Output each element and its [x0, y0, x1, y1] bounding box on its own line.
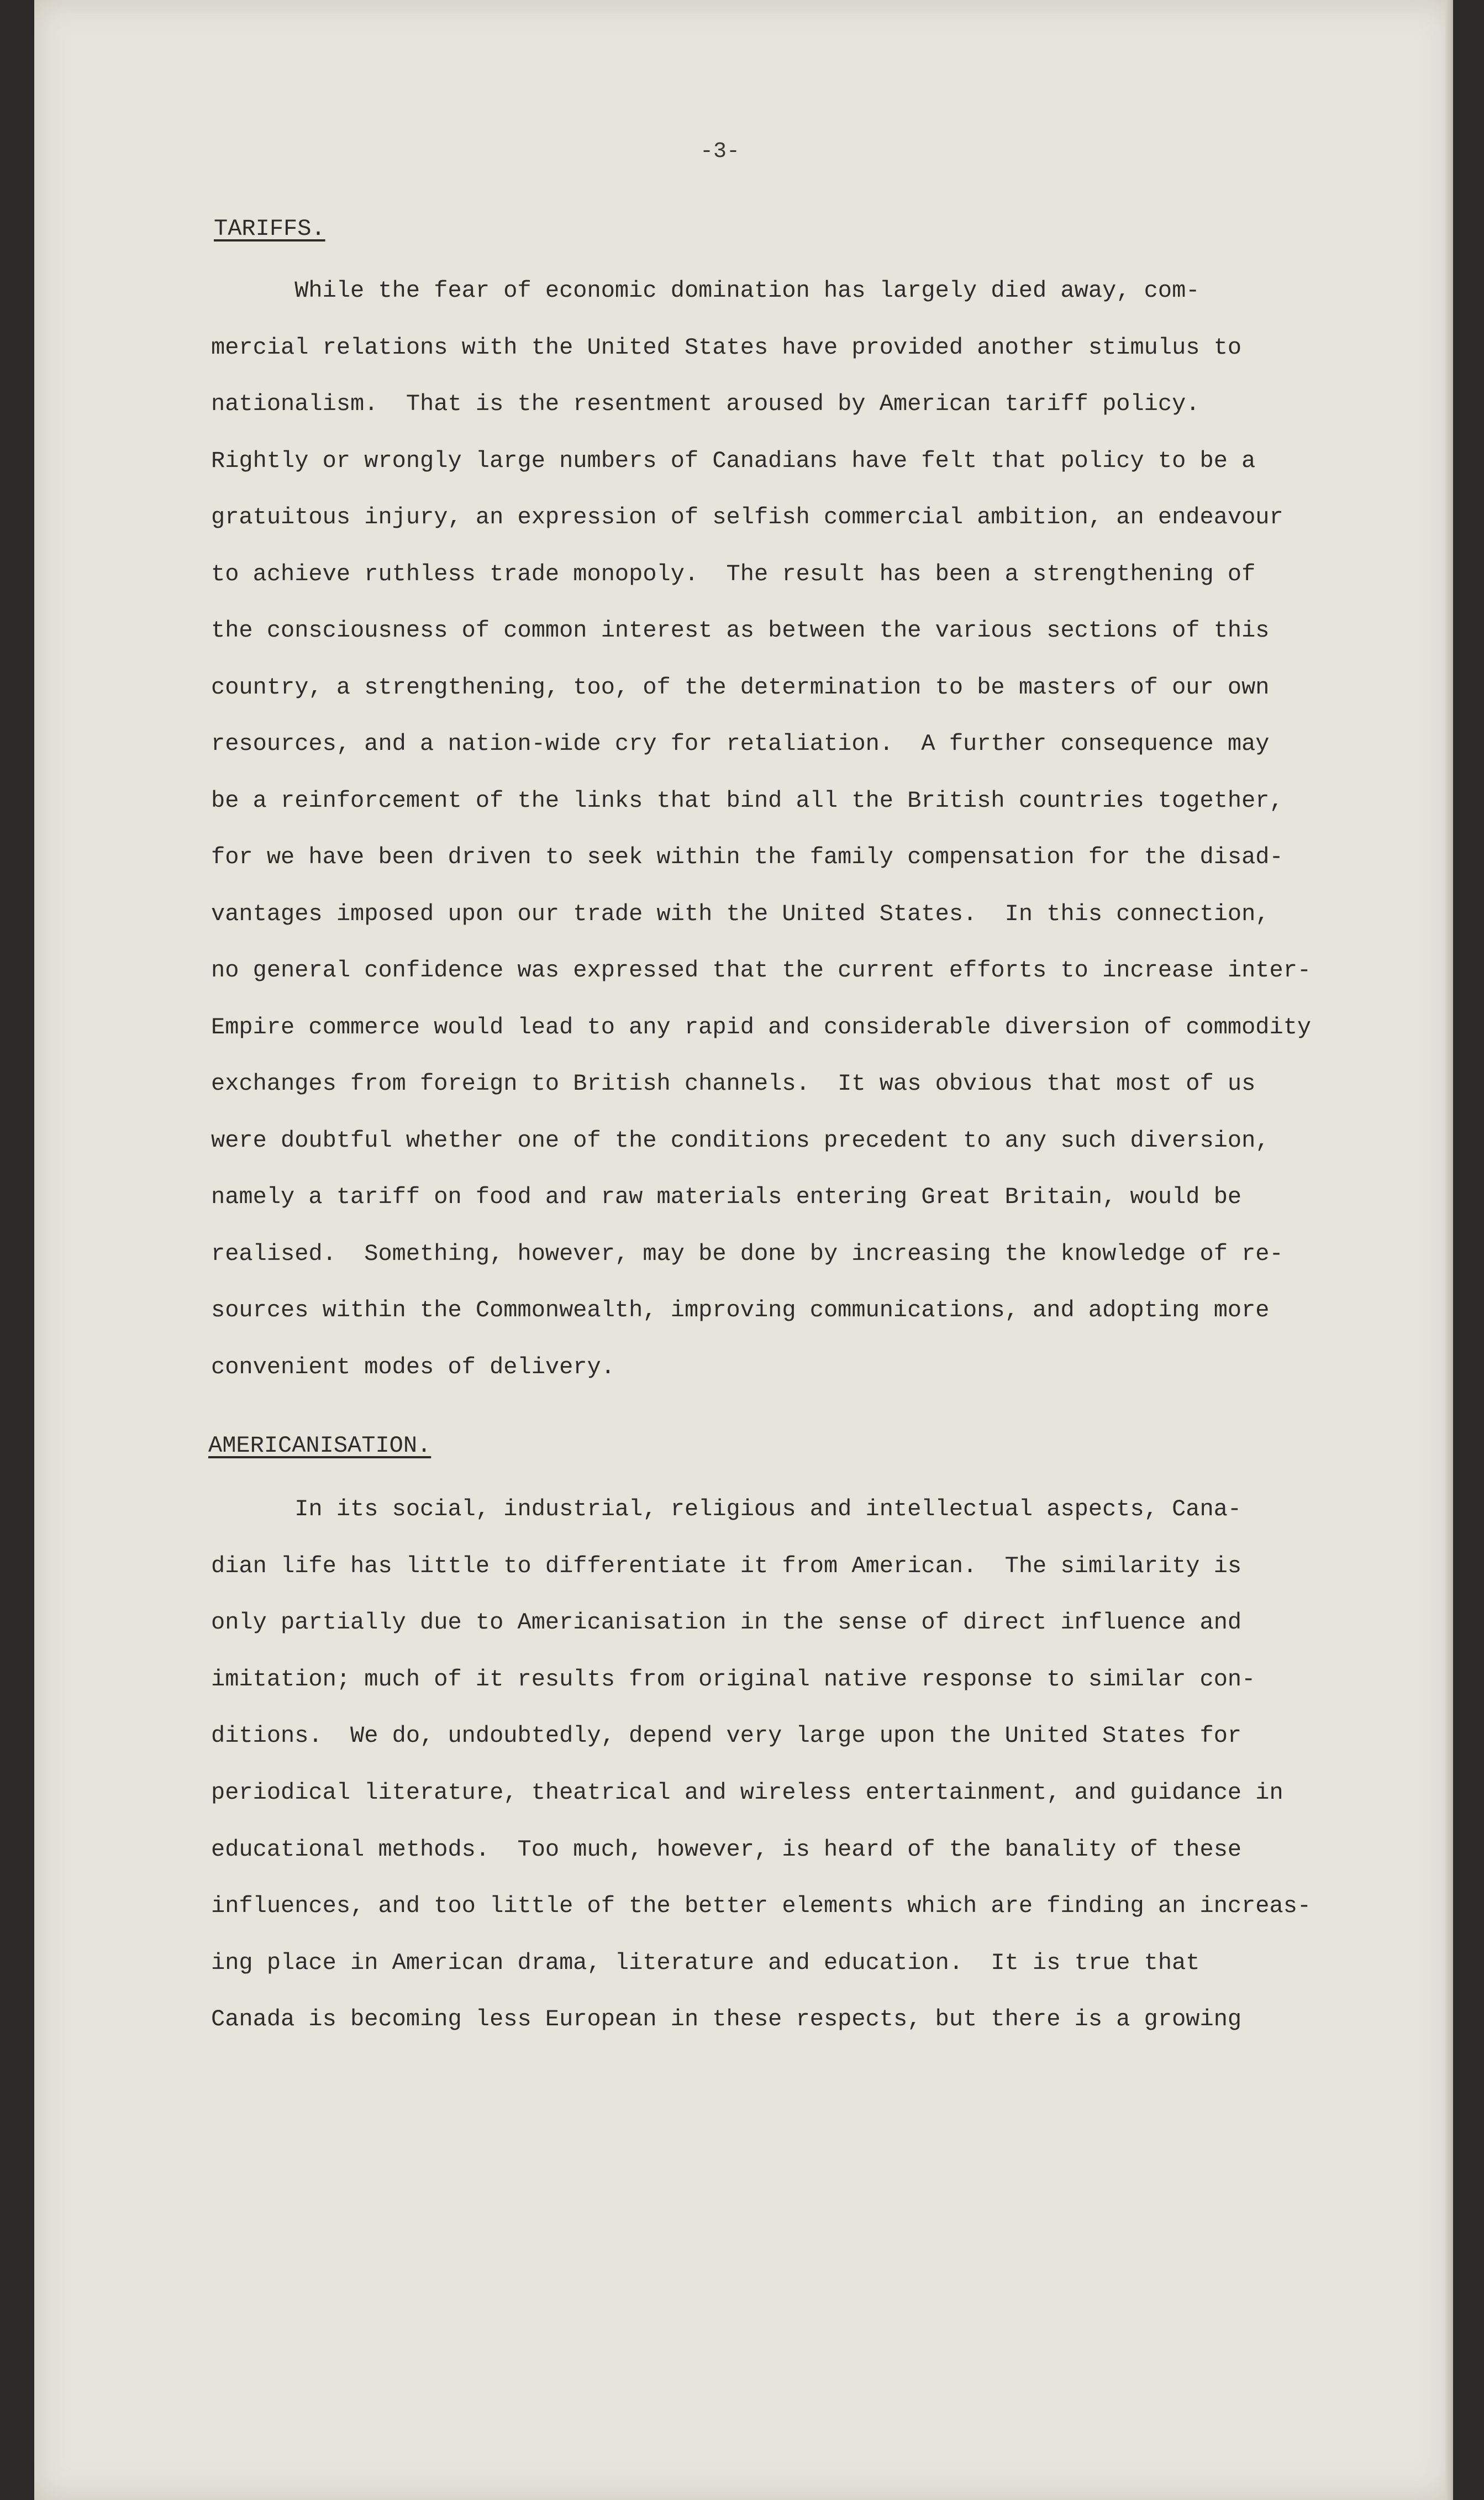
page-number: -3- — [700, 139, 740, 164]
text-line: Empire commerce would lead to any rapid and considerable diversion of commodity — [211, 1013, 1312, 1041]
text-line: convenient modes of delivery. — [211, 1353, 615, 1380]
text-line: nationalism. That is the resentment aroused by American tariff policy. — [211, 391, 1200, 417]
text-line: be a reinforcement of the links that bind all the British countries together, — [211, 787, 1283, 814]
text-line: the consciousness of common interest as between the various sections of this — [211, 617, 1270, 644]
text-line: vantages imposed upon our trade with the United States. In this connection, — [211, 900, 1270, 927]
text-line: ditions. We do, undoubtedly, depend very large upon the United States for — [211, 1722, 1242, 1750]
text-line: only partially due to Americanisation in the sense of direct influence and — [211, 1609, 1242, 1636]
text-line: were doubtful whether one of the conditions precedent to any such diversion, — [211, 1127, 1270, 1154]
text-line: to achieve ruthless trade monopoly. The result has been a strengthening of — [211, 560, 1256, 587]
text-line: namely a tariff on food and raw materials entering Great Britain, would be — [211, 1184, 1242, 1210]
text-line: Canada is becoming less European in these respects, but there is a growing — [211, 2006, 1242, 2033]
text-line: educational methods. Too much, however, is heard of the banality of these — [211, 1836, 1242, 1863]
text-line: realised. Something, however, may be done by increasing the knowledge of re- — [211, 1240, 1283, 1267]
text-line: sources within the Commonwealth, improving communications, and adopting more — [211, 1297, 1270, 1323]
text-line: gratuitous injury, an expression of selfish commercial ambition, an endeavour — [211, 504, 1283, 531]
section-heading-tariffs: TARIFFS. — [214, 216, 325, 242]
text-line: While the fear of economic domination has largely died away, com- — [211, 277, 1200, 304]
text-line: no general confidence was expressed that the current efforts to increase inter- — [211, 957, 1312, 984]
section-heading-americanisation: AMERICANISATION. — [208, 1432, 431, 1459]
text-line: mercial relations with the United States have provided another stimulus to — [211, 334, 1242, 361]
text-line: dian life has little to differentiate it from American. The similarity is — [211, 1552, 1242, 1579]
text-line: exchanges from foreign to British channels. It was obvious that most of us — [211, 1070, 1256, 1097]
text-line: ing place in American drama, literature and education. It is true that — [211, 1949, 1200, 1976]
text-line: In its social, industrial, religious and intellectual aspects, Cana- — [211, 1496, 1242, 1522]
document-page — [34, 0, 1453, 2500]
text-line: imitation; much of it results from original native response to similar con- — [211, 1666, 1256, 1693]
text-line: country, a strengthening, too, of the determination to be masters of our own — [211, 674, 1270, 701]
section-body-americanisation — [211, 1481, 1388, 2048]
text-line: Rightly or wrongly large numbers of Canadians have felt that policy to be a — [211, 447, 1256, 474]
text-line: influences, and too little of the better elements which are finding an increas- — [211, 1893, 1312, 1920]
text-line: periodical literature, theatrical and wireless entertainment, and guidance in — [211, 1779, 1283, 1806]
text-line: resources, and a nation-wide cry for retaliation. A further consequence may — [211, 731, 1270, 757]
section-body-tariffs — [211, 262, 1388, 1395]
text-line: for we have been driven to seek within the family compensation for the disad- — [211, 844, 1283, 870]
